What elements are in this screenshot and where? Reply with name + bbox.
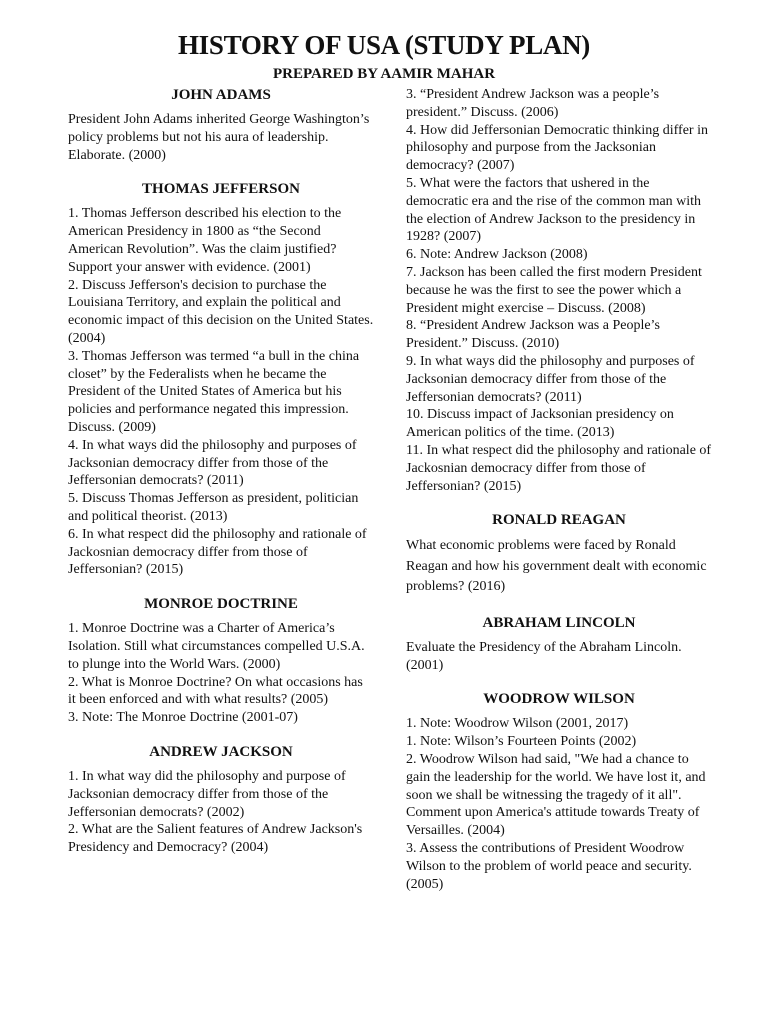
section-abraham-lincoln <box>406 614 712 675</box>
question-item: 3. “President Andrew Jackson was a people’s president.” Discuss. (2006) <box>406 87 660 120</box>
question-item: 8. “President Andrew Jackson was a People’s President.” Discuss. (2010) <box>406 318 660 352</box>
document-subtitle: PREPARED BY AAMIR MAHAR <box>272 66 496 82</box>
question-item: 3. Note: The Monroe Doctrine (2001-07) <box>68 710 298 726</box>
question-item: 1. Note: Woodrow Wilson (2001, 2017) <box>406 716 629 732</box>
section-heading: JOHN ADAMS <box>171 87 271 103</box>
section-ronald-reagan <box>406 511 712 598</box>
question-item: 7. Jackson has been called the first modern President because he was the first to see the power which a President might exercise – Discuss. (2008) <box>406 264 702 316</box>
right-column <box>406 86 712 893</box>
question-item: 1. In what way did the philosophy and purpose of Jacksonian democracy differ from those of the Jeffersonian democrats? (2002) <box>68 768 346 820</box>
section-andrew-jackson-continued <box>406 86 712 495</box>
question-item: 3. Thomas Jefferson was termed “a bull in the china closet” by the Federalists when he became the President of the United States of America but his policies and performance negated this impression. Discuss. (2009) <box>68 348 360 435</box>
section-thomas-jefferson <box>68 180 374 579</box>
question-item: 1. Monroe Doctrine was a Charter of America’s Isolation. Still what circumstances compelled U.S.A. to plunge into the World Wars. (2000) <box>68 621 365 672</box>
section-woodrow-wilson <box>406 690 712 893</box>
question-item: 6. In what respect did the philosophy and rationale of Jackosnian democracy differ from those of Jeffersonian? (2015) <box>68 526 367 578</box>
section-andrew-jackson <box>68 743 374 857</box>
section-monroe-doctrine <box>68 595 374 727</box>
question-item: 2. What are the Salient features of Andrew Jackson's Presidency and Democracy? (2004) <box>68 822 363 856</box>
section-john-adams <box>68 86 374 164</box>
question-item: 2. Woodrow Wilson had said, "We had a chance to gain the leadership for the world. We have lost it, and soon we shall be witnessing the tragedy of it all". Comment upon America's attitude towards Treaty of Versailles. (2004) <box>406 752 706 839</box>
question-item: 2. What is Monroe Doctrine? On what occasions has it been enforced and with what results? (2005) <box>68 674 363 708</box>
question-item: 5. What were the factors that ushered in the democratic era and the rise of the common man with the election of Andrew Jackson to the presidency in 1928? (2007) <box>406 175 702 245</box>
section-heading: ANDREW JACKSON <box>149 743 293 760</box>
question-item: 11. In what respect did the philosophy and rationale of Jackosnian democracy differ from those of Jeffersonian? (2015) <box>406 442 712 494</box>
question-item: 4. In what ways did the philosophy and purposes of Jacksonian democracy differ from those of the Jeffersonian democrats? (2011) <box>68 437 357 489</box>
question-item: 1. Note: Wilson’s Fourteen Points (2002) <box>406 734 637 750</box>
section-heading: MONROE DOCTRINE <box>144 596 298 613</box>
question-item: 6. Note: Andrew Jackson (2008) <box>406 247 588 263</box>
section-heading: RONALD REAGAN <box>492 512 626 529</box>
section-heading: THOMAS JEFFERSON <box>142 181 300 198</box>
question-item: 1. Thomas Jefferson described his election to the American Presidency in 1800 as “the Second American Revolution”. Was the claim justified? Support your answer with evidence. (2001) <box>68 206 342 275</box>
question-item: 5. Discuss Thomas Jefferson as president, politician and political theorist. (2013) <box>68 491 359 524</box>
question-item: 4. How did Jeffersonian Democratic thinking differ in philosophy and purpose from the Jacksonian democracy? (2007) <box>406 122 708 174</box>
question-item: 9. In what ways did the philosophy and purposes of Jacksonian democracy differ from those of the Jeffersonian democrats? (2011) <box>406 353 695 405</box>
left-column <box>68 86 374 857</box>
section-heading: WOODROW WILSON <box>483 691 635 708</box>
question-item: 2. Discuss Jefferson's decision to purchase the Louisiana Territory, and explain the political and economic impact of this decision on the United States. (2004) <box>68 277 374 346</box>
question-item: 3. Assess the contributions of President Woodrow Wilson to the problem of world peace and security. (2005) <box>406 841 692 892</box>
question-item: What economic problems were faced by Ronald Reagan and how his government dealt with economic problems? (2016) <box>406 538 707 595</box>
question-item: Evaluate the Presidency of the Abraham Lincoln. (2001) <box>406 639 682 673</box>
document-title: HISTORY OF USA (STUDY PLAN) <box>177 30 590 60</box>
question-item: 10. Discuss impact of Jacksonian presidency on American politics of the time. (2013) <box>406 407 674 441</box>
section-heading: ABRAHAM LINCOLN <box>482 614 636 631</box>
question-item: President John Adams inherited George Washington’s policy problems but not his aura of leadership. Elaborate. (2000) <box>68 112 370 163</box>
